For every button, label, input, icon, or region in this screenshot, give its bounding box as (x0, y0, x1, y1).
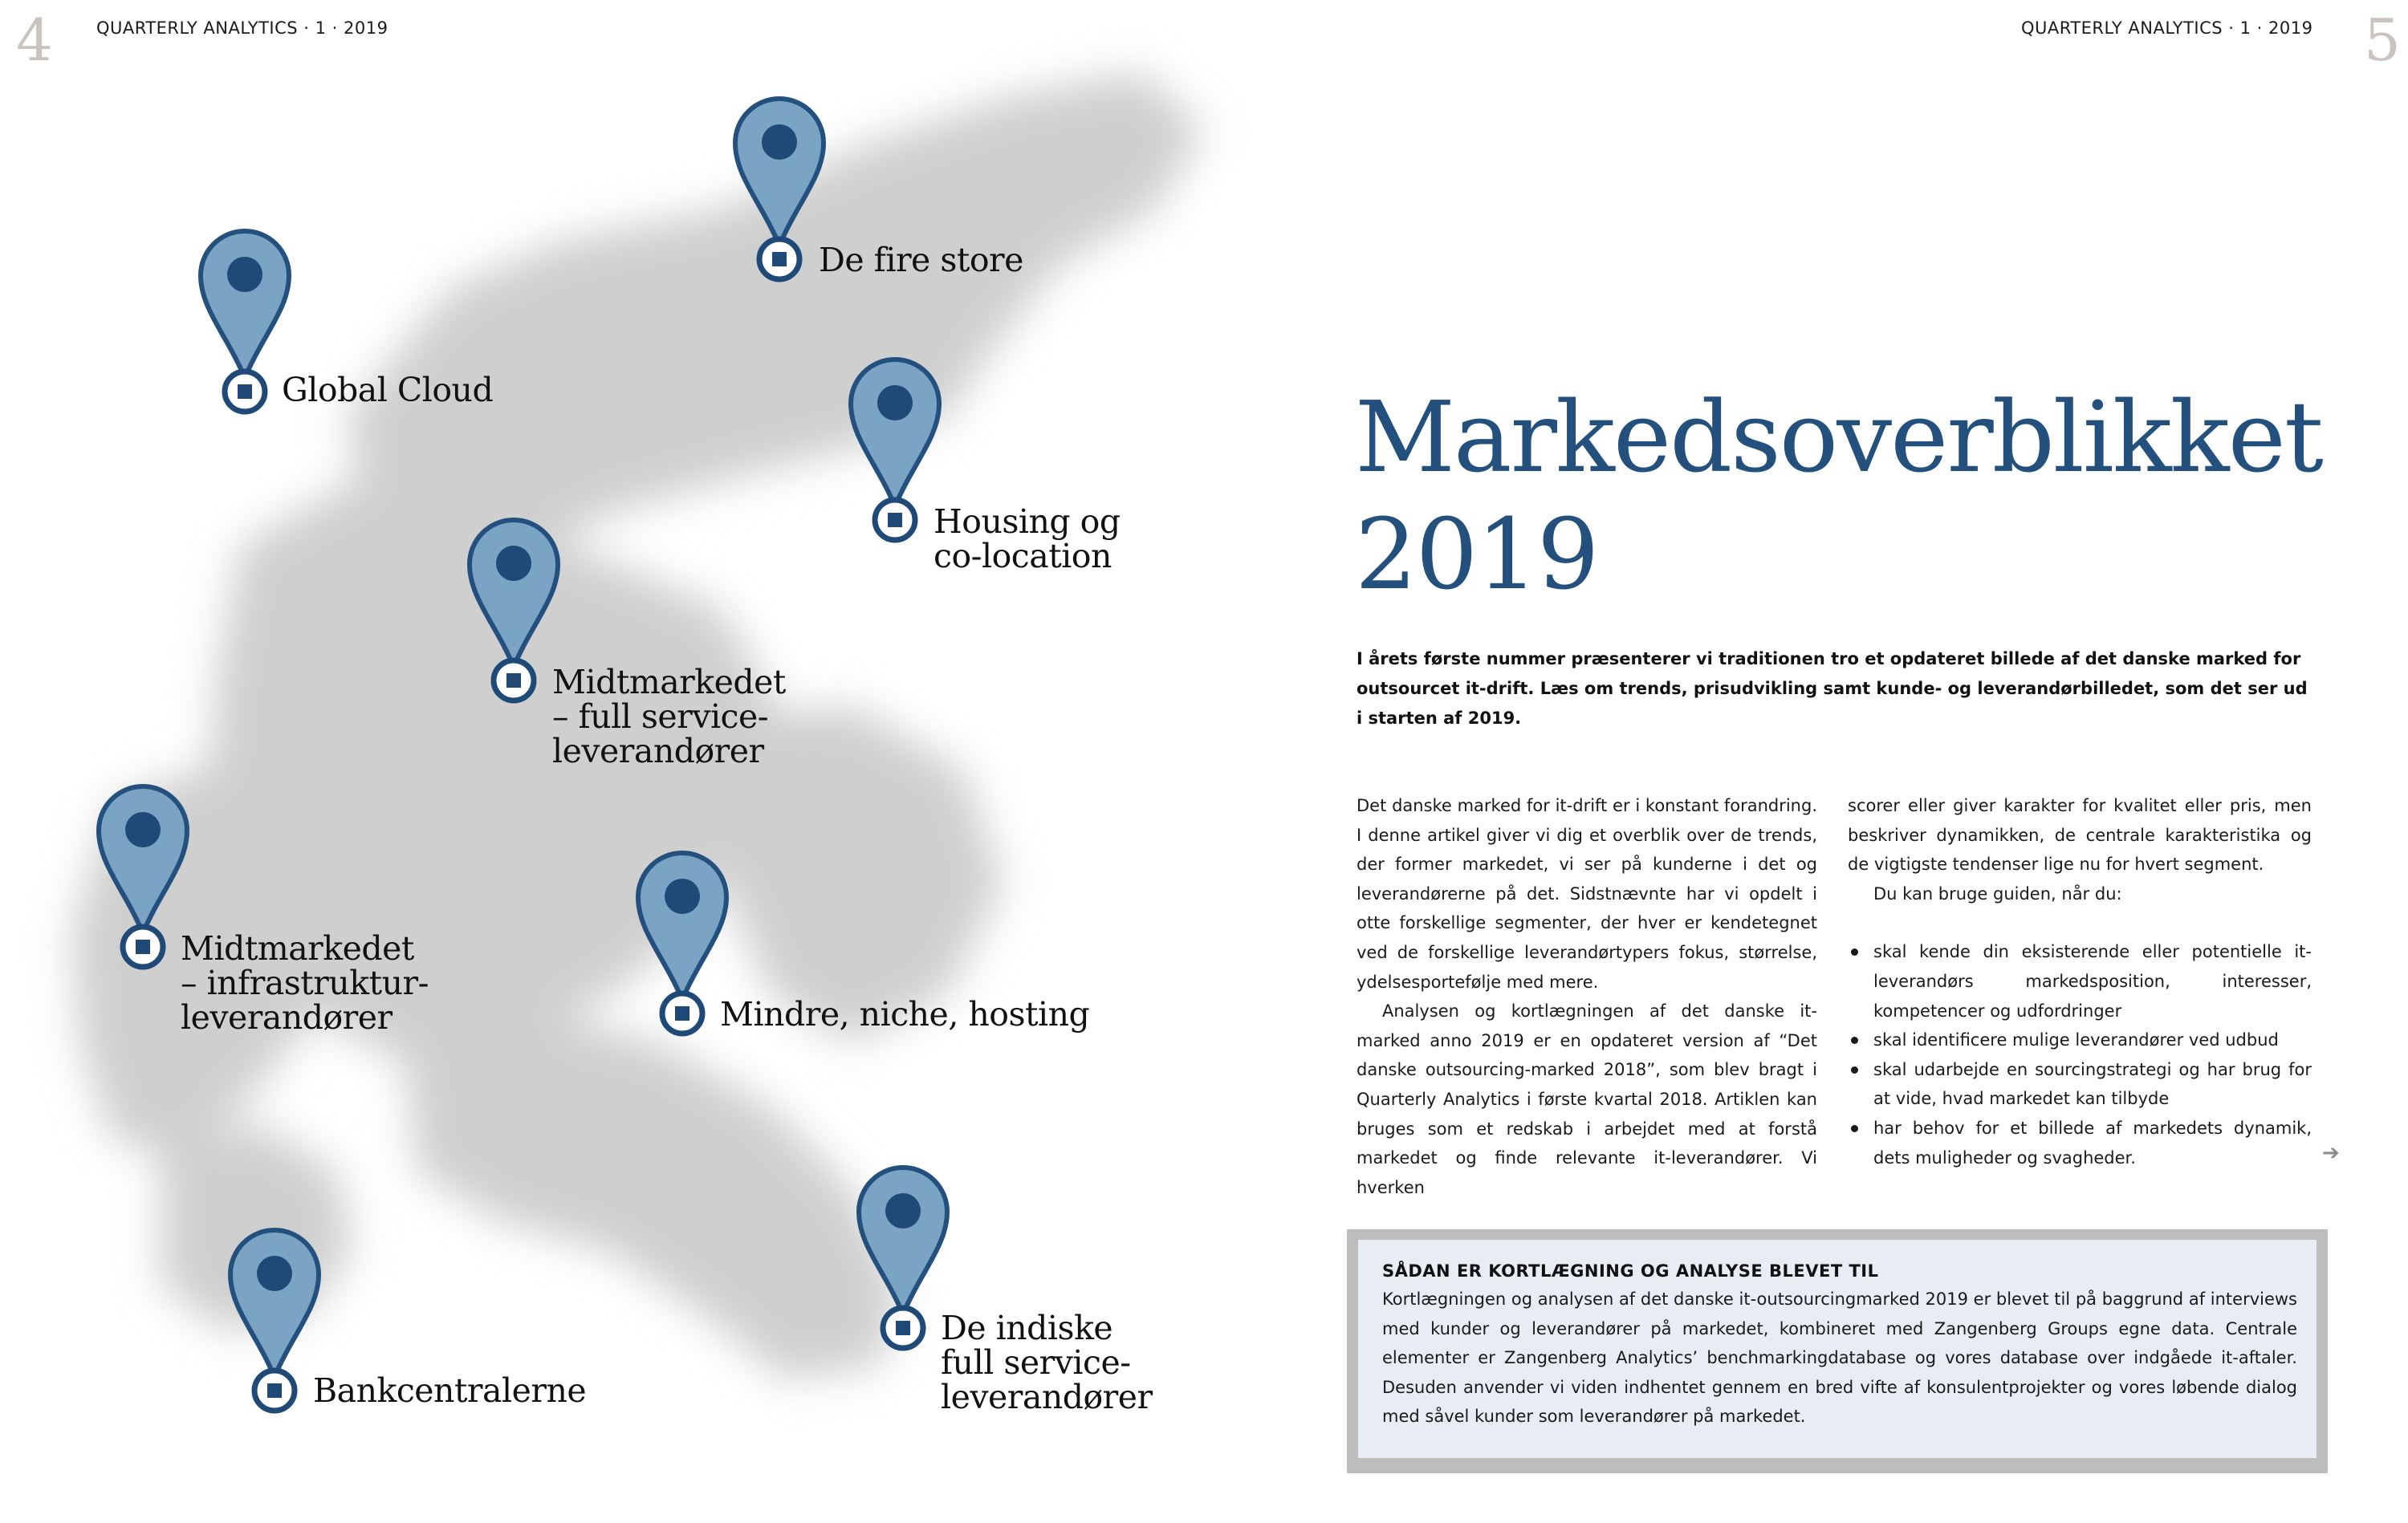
pin-label-mindre-niche-hosting: Mindre, niche, hosting (720, 995, 1090, 1034)
left-page-number: 4 (16, 6, 53, 74)
list-item: har behov for et billede af markedets dynamik, dets muligheder og svagheder. (1848, 1114, 2312, 1172)
bullet-list (1848, 937, 2312, 1172)
paragraph: Du kan bruge guiden, når du: (1873, 883, 2122, 904)
map-pin-icon (466, 514, 562, 714)
paragraph: Det danske marked for it-drift er i konstant forandring. I denne artikel giver vi dig et overblik over de trends, der former markedet, vi ser på kunderne i det og leverandørerne på det. Sidstnævnte har vi opdelt i otte forskellige segmenter, der hver er kendetegnet ved de forskellige leverandørtypers fokus, størrelse, ydelsesportefølje med mere. (1357, 796, 1817, 992)
map-pin-icon (197, 225, 293, 425)
map-pin-icon (634, 847, 730, 1047)
map-pin-icon (226, 1224, 323, 1424)
infobox-text: Kortlægningen og analysen af det danske it-outsourcingmarked 2019 er blevet til på baggrund af interviews med kunder og leverandører på markedet, kombineret med Zangenberg Groups egne data. Centrale elementer er Zangenberg Analytics’ benchmarkingdatabase og vores database over indgåede it-aftaler. Desuden anvender vi viden indhentet gennem en bred vifte af konsulentprojekter og vores løbende dialog med såvel kunder som leverandører på markedet. (1382, 1289, 2297, 1427)
map-pin-icon (855, 1161, 951, 1362)
list-item: skal identificere mulige leverandører ved udbud (1848, 1025, 2312, 1055)
pin-label-de-indiske: De indiske full service- leverandører (941, 1309, 1153, 1416)
article-title: Markedsoverblikket 2019 (1355, 380, 2322, 611)
paragraph: scorer eller giver karakter for kvalitet eller pris, men beskriver dynamikken, de centrale karakteristika og de vigtigste tendenser lige nu for hvert segment. (1848, 796, 2312, 875)
list-item: skal kende din eksisterende eller potentielle it-leverandørs markedsposition, interesser, kompetencer og udfordringer (1848, 937, 2312, 1025)
pin-label-midtmarkedet-infrastruktur: Midtmarkedet – infrastruktur- leverandører (181, 929, 429, 1037)
map-pin-icon (847, 353, 943, 554)
right-page-number: 5 (2364, 6, 2401, 74)
pin-label-midtmarkedet-full-service: Midtmarkedet – full service- leverandører (552, 663, 786, 770)
pin-label-housing: Housing og co-location (934, 502, 1121, 575)
right-running-head: QUARTERLY ANALYTICS · 1 · 2019 (2021, 18, 2313, 38)
infobox-title: SÅDAN ER KORTLÆGNING OG ANALYSE BLEVET TIL (1382, 1261, 1879, 1281)
article-column-1 (1357, 791, 1817, 1202)
map-pin-icon (95, 780, 191, 981)
continue-arrow-icon: ➔ (2322, 1141, 2340, 1165)
list-item: skal udarbejde en sourcingstrategi og har brug for at vide, hvad markedet kan tilbyde (1848, 1055, 2312, 1114)
article-lead: I årets første nummer præsenterer vi traditionen tro et opdateret billede af det danske marked for outsourcet it-drift. Læs om trends, prisudvikling samt kunde- og leverandørbilledet, som det ser ud i starten af 2019. (1357, 649, 2308, 728)
pin-label-global-cloud: Global Cloud (282, 371, 494, 409)
paragraph: Analysen og kortlægningen af det danske it-marked anno 2019 er en opdateret version af “Det danske outsourcing-marked 2018”, som blev bragt i Quarterly Analytics i første kvartal 2018. Artiklen kan bruges som et redskab i arbejdet med at forstå markedet og finde relevante it-leverandører. Vi hverken (1357, 1001, 1817, 1197)
pin-label-de-fire-store: De fire store (819, 241, 1023, 279)
left-running-head: QUARTERLY ANALYTICS · 1 · 2019 (96, 18, 388, 38)
article-column-2 (1848, 791, 2312, 1172)
map-pin-icon (731, 92, 828, 293)
pin-label-bankcentralerne: Bankcentralerne (313, 1371, 587, 1410)
